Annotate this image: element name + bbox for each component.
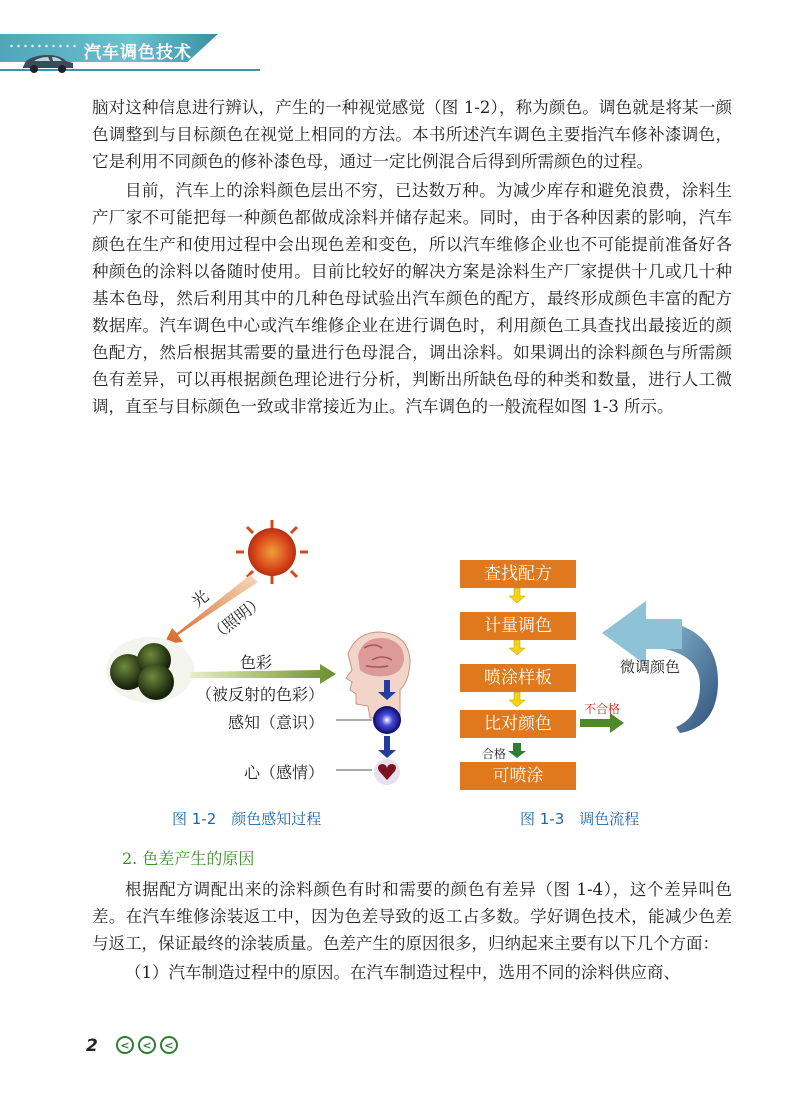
paragraph: 根据配方调配出来的涂料颜色有时和需要的颜色有差异（图 1-4），这个差异叫色差。在汽车维修涂装返工中，因为色差导致的返工占多数。学好调色技术，能减少色差与返工，保证最终的涂装质量。色差产生的原因很多，归纳起来主要有以下几个方面： bbox=[92, 880, 732, 953]
back-arrow-icon: < bbox=[160, 1036, 178, 1054]
back-arrow-icon: < bbox=[138, 1036, 156, 1054]
body-text-top bbox=[92, 94, 732, 420]
paragraph: （1）汽车制造过程中的原因。在汽车制造过程中，选用不同的涂料供应商、 bbox=[125, 963, 680, 982]
header-dots bbox=[8, 44, 78, 48]
apples-image bbox=[106, 637, 194, 703]
heart-label: 心（感情） bbox=[244, 763, 325, 782]
figure-1-3-caption: 图 1-3 调色流程 bbox=[520, 810, 640, 828]
car-icon bbox=[20, 52, 76, 74]
heart-icon bbox=[374, 759, 400, 785]
step-ready-to-spray: 可喷涂 bbox=[460, 762, 576, 790]
step-find-formula: 查找配方 bbox=[460, 560, 576, 588]
paragraph: 目前，汽车上的涂料颜色层出不穷，已达数万种。为减少库存和避免浪费，涂料生产厂家不可能把每一种颜色都做成涂料并储存起来。同时，由于各种因素的影响，汽车颜色在生产和使用过程中会出现色差和变色，所以汽车维修企业也不可能提前准备好各种颜色的涂料以备随时使用。目前比较好的解决方案是涂料生产厂家提供十几或几十种基本色母，然后利用其中的几种色母试验出汽车颜色的配方，最终形成颜色丰富的配方数据库。汽车调色中心或汽车维修企业在进行调色时，利用颜色工具查找出最接近的颜色配方，然后根据其需要的量进行色母混合，调出涂料。如果调出的涂料颜色与所需颜色有差异，可以再根据颜色理论进行分析，判断出所缺色母的种类和数量，进行人工微调，直至与目标颜色一致或非常接近为止。汽车调色的一般流程如图 1-3 所示。 bbox=[92, 181, 732, 416]
color-label: 色彩 bbox=[240, 653, 273, 672]
reflected-color-label: （被反射的色彩） bbox=[196, 685, 325, 704]
running-header bbox=[0, 28, 260, 76]
perception-label: 感知（意识） bbox=[228, 713, 325, 732]
light-label: 光 bbox=[187, 586, 213, 612]
pass-label: 合格 bbox=[482, 747, 507, 761]
header-title: 汽车调色技术 bbox=[84, 43, 192, 63]
adjust-color-label: 微调颜色 bbox=[620, 658, 681, 676]
page-number: 2 bbox=[86, 1036, 98, 1056]
step-compare-color: 比对颜色 bbox=[460, 710, 576, 738]
illumination-label: （照明） bbox=[205, 590, 268, 646]
section-heading: 2. 色差产生的原因 bbox=[122, 849, 255, 868]
figure-1-2-caption: 图 1-2 颜色感知过程 bbox=[172, 810, 322, 828]
step-measure-mix: 计量调色 bbox=[460, 612, 576, 640]
brain-head-image bbox=[346, 632, 410, 718]
fail-label: 不合格 bbox=[584, 702, 621, 716]
perception-glow bbox=[373, 706, 401, 734]
page-nav-icons bbox=[116, 1036, 178, 1054]
back-arrow-icon: < bbox=[116, 1036, 134, 1054]
sun-icon bbox=[236, 520, 308, 584]
body-text-bottom bbox=[92, 876, 732, 986]
paragraph: 脑对这种信息进行辨认，产生的一种视觉感觉（图 1-2），称为颜色。调色就是将某一颜色调整到与目标颜色在视觉上相同的方法。本书所述汽车调色主要指汽车修补漆调色，它是利用不同颜色的修补漆色母，通过一定比例混合后得到所需颜色的过程。 bbox=[92, 98, 732, 171]
step-spray-sample: 喷涂样板 bbox=[460, 664, 576, 692]
